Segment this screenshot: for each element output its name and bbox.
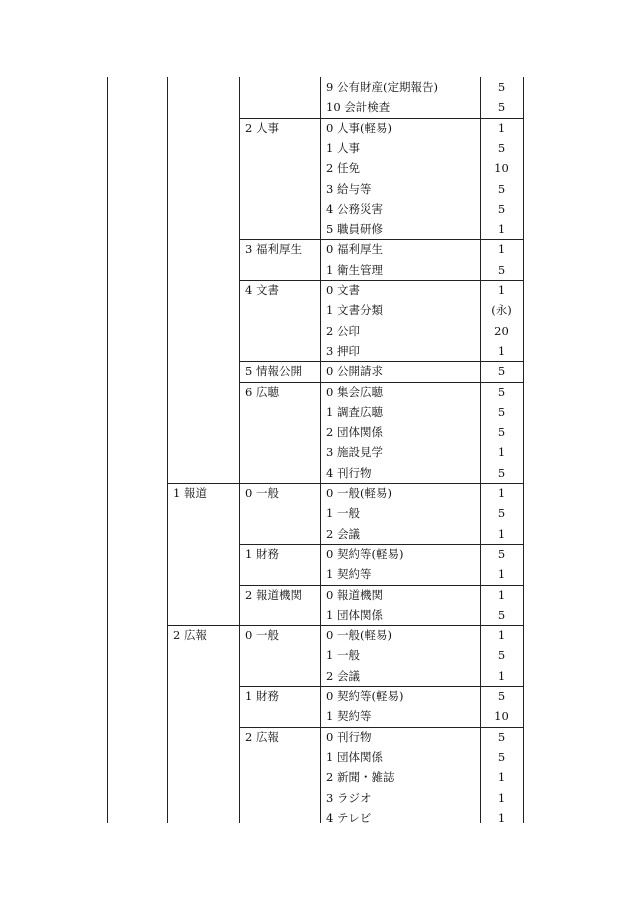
item-label: 1 契約等 — [326, 709, 372, 724]
item-label: 4 テレビ — [326, 810, 372, 825]
item-label: 3 給与等 — [326, 181, 372, 196]
item-label: 3 ラジオ — [326, 790, 372, 805]
retention-years: 1 — [497, 120, 506, 135]
item-label: 10 会計検査 — [326, 100, 391, 115]
item-label: 5 職員研修 — [326, 222, 383, 237]
category-label: 4 文書 — [245, 283, 279, 297]
item-label: 2 会議 — [326, 526, 360, 541]
retention-years: 5 — [497, 404, 506, 419]
item-label: 2 任免 — [326, 161, 360, 176]
item-label: 3 施設見学 — [326, 445, 383, 460]
retention-years: 1 — [497, 587, 506, 602]
category-label: 2 広報 — [245, 729, 279, 744]
item-label: 0 文書 — [326, 283, 360, 297]
item-label: 1 文書分類 — [326, 303, 383, 318]
retention-years: 10 — [494, 161, 509, 176]
column-rule — [320, 77, 321, 823]
column-rule — [167, 77, 168, 823]
retention-years: 5 — [497, 262, 506, 277]
retention-years: 5 — [497, 80, 506, 94]
item-label: 4 公務災害 — [326, 201, 383, 216]
retention-years: 1 — [497, 567, 506, 582]
retention-years: 5 — [497, 729, 506, 744]
retention-years: 1 — [497, 526, 506, 541]
retention-years: 5 — [497, 749, 506, 764]
retention-years: 5 — [497, 648, 506, 663]
retention-years: 1 — [497, 242, 506, 257]
retention-years: 5 — [497, 364, 506, 379]
item-label: 0 人事(軽易) — [326, 120, 392, 135]
item-label: 3 押印 — [326, 343, 360, 358]
item-label: 9 公有財産(定期報告) — [326, 80, 438, 94]
category-label: 1 財務 — [245, 546, 279, 561]
item-label: 2 会議 — [326, 668, 360, 683]
item-label: 0 集会広聴 — [326, 384, 383, 399]
item-label: 2 公印 — [326, 323, 360, 338]
retention-years: 1 — [497, 770, 506, 785]
category-label: 6 広聴 — [245, 384, 279, 399]
category-label: 3 福利厚生 — [245, 242, 302, 257]
item-label: 1 一般 — [326, 506, 360, 521]
retention-years: 5 — [497, 607, 506, 622]
retention-years: 5 — [497, 689, 506, 703]
category-label: 0 一般 — [245, 486, 279, 500]
item-label: 0 契約等(軽易) — [326, 546, 404, 561]
retention-years: 1 — [497, 486, 506, 500]
retention-years: 5 — [497, 465, 506, 480]
column-rule — [239, 77, 240, 823]
retention-years: 5 — [497, 201, 506, 216]
item-label: 2 団体関係 — [326, 425, 383, 440]
retention-years: 5 — [497, 384, 506, 399]
item-label: 1 人事 — [326, 140, 360, 155]
item-label: 1 団体関係 — [326, 607, 383, 622]
retention-years: 5 — [497, 140, 506, 155]
retention-years: 1 — [497, 445, 506, 460]
retention-years: 1 — [497, 668, 506, 683]
item-label: 1 一般 — [326, 648, 360, 663]
retention-years: 5 — [497, 181, 506, 196]
retention-years: 5 — [497, 425, 506, 440]
category-label: 0 一般 — [245, 628, 279, 643]
item-label: 0 刊行物 — [326, 729, 372, 744]
retention-years: 1 — [497, 222, 506, 237]
retention-years: (永) — [491, 303, 512, 318]
item-label: 4 刊行物 — [326, 465, 372, 480]
item-label: 1 団体関係 — [326, 749, 383, 764]
item-label: 0 契約等(軽易) — [326, 689, 404, 703]
item-label: 1 衛生管理 — [326, 262, 383, 277]
item-label: 0 一般(軽易) — [326, 628, 392, 643]
retention-years: 5 — [497, 100, 506, 115]
section-label: 2 広報 — [173, 628, 207, 643]
category-label: 1 財務 — [245, 689, 279, 703]
retention-years: 1 — [497, 343, 506, 358]
retention-years: 1 — [497, 790, 506, 805]
item-label: 0 一般(軽易) — [326, 486, 392, 500]
item-label: 1 調査広聴 — [326, 404, 383, 419]
category-label: 2 人事 — [245, 120, 279, 135]
retention-years: 1 — [497, 628, 506, 643]
item-label: 0 公開請求 — [326, 364, 383, 379]
retention-years: 20 — [494, 323, 509, 338]
column-rule — [107, 77, 108, 823]
category-label: 5 情報公開 — [245, 364, 302, 379]
retention-years: 5 — [497, 546, 506, 561]
retention-years: 1 — [497, 283, 506, 297]
retention-years: 5 — [497, 506, 506, 521]
category-label: 2 報道機関 — [245, 587, 302, 602]
column-rule — [523, 77, 524, 823]
item-label: 2 新聞・雑誌 — [326, 770, 395, 785]
section-label: 1 報道 — [173, 486, 207, 500]
item-label: 0 福利厚生 — [326, 242, 383, 257]
item-label: 1 契約等 — [326, 567, 372, 582]
retention-years: 10 — [494, 709, 509, 724]
item-label: 0 報道機関 — [326, 587, 383, 602]
retention-years: 1 — [497, 810, 506, 825]
